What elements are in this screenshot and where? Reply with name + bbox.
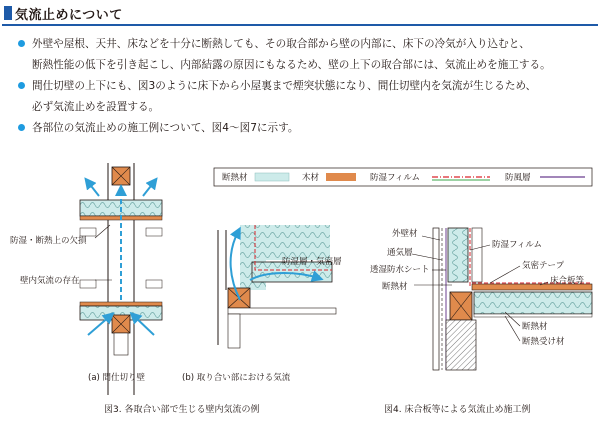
fig3-sub-b: (b) 取り合い部における気流 bbox=[182, 373, 291, 383]
fig4-label-insulation2: 断熱材 bbox=[522, 322, 548, 332]
legend-swatch-insulation bbox=[255, 173, 289, 181]
fig4-label-sheet: 透湿防水シート bbox=[370, 265, 430, 275]
fig3-label-defect: 防湿・断熱上の欠損 bbox=[10, 236, 87, 246]
fig4-label-film: 防湿フィルム bbox=[492, 240, 542, 250]
legend-box bbox=[214, 168, 592, 186]
fig3-label-seal: 防湿層・気密層 bbox=[282, 257, 342, 267]
fig4-label-tape: 気密テープ bbox=[522, 261, 565, 271]
fig4-label-vent: 通気層 bbox=[387, 248, 413, 258]
fig4-label-insulation: 断熱材 bbox=[382, 282, 408, 292]
legend-label-windbreak: 防風層 bbox=[505, 173, 531, 183]
bullet-text: 各部位の気流止めの施工例について、図4～図7に示す。 bbox=[32, 122, 299, 134]
legend-label-insulation: 断熱材 bbox=[222, 173, 248, 183]
fig3a-partition-wall bbox=[80, 163, 162, 395]
fig3-caption: 図3. 各取合い部で生じる壁内気流の例 bbox=[104, 405, 260, 415]
fig4-label-support: 断熱受け材 bbox=[522, 337, 565, 347]
bullet-text: 間仕切壁の上下にも、図3のように床下から小屋裏まで煙突状態になり、間仕切壁内を気流が生じるため、 bbox=[32, 80, 537, 92]
legend-swatch-wood bbox=[326, 173, 356, 181]
fig4-label-floorboard: 床合板等 bbox=[550, 276, 585, 286]
bullet-text-cont: 必ず気流止めを設置する。 bbox=[32, 101, 160, 113]
bullet-text-cont: 断熱性能の低下を引き起こし、内部結露の原因にもなるため、壁の上下の取合部には、気流止めを施工する。 bbox=[32, 59, 551, 71]
fig4-label-exterior: 外壁材 bbox=[392, 229, 418, 239]
fig3-sub-a: (a) 間仕切り壁 bbox=[88, 373, 146, 383]
page-title: 気流止めについて bbox=[15, 7, 123, 23]
legend-label-wood: 木材 bbox=[302, 173, 320, 183]
fig4-caption: 図4. 床合板等による気流止め施工例 bbox=[384, 405, 531, 415]
fig3b-junction bbox=[218, 225, 336, 348]
bullet-text: 外壁や屋根、天井、床などを十分に断熱しても、その取合部から壁の内部に、床下の冷気が入り込むと、 bbox=[32, 38, 530, 50]
legend-label-film: 防湿フィルム bbox=[370, 173, 420, 183]
fig3-label-airflow: 壁内気流の存在 bbox=[20, 276, 80, 286]
